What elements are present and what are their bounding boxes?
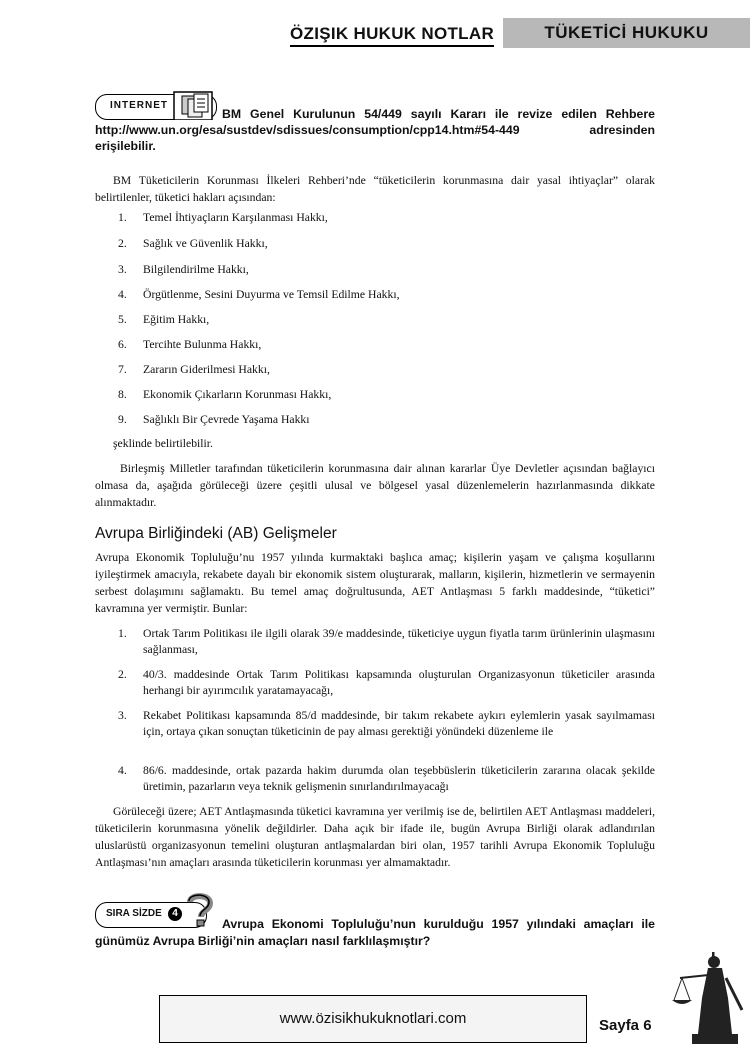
internet-line3: erişilebilir. [95, 139, 156, 153]
un-paragraph: Birleşmiş Milletler tarafından tüketicilerin korunmasına dair alınan kararlar Üye Devletler açısından bağlayıcı olmasa da, aşağıda görüleceği üzere çeşitli ulusal ve bölgesel yasal düzenlemelerin hazırlanmasında dikkate alınmaktadır. [95, 462, 655, 509]
internet-line1: BM Genel Kurulunun 54/449 sayılı Kararı ile revize edilen Rehbere [222, 107, 655, 121]
justice-statue-icon [668, 948, 746, 1048]
header-section: TÜKETİCİ HUKUKU [503, 18, 750, 48]
aet-paragraph: Avrupa Ekonomik Topluluğu’nu 1957 yılında kurmaktaki başlıca amaç; kişilerin yaşam ve çalışma koşullarını iyileştirmek amacıyla, rekabete dayalı bir ekonomik sistem oluşturarak, malların, kişilerin, hizmetlerin ve sermayenin serbest dolaşımını sağlamaktı. Bu temel amaç doğrultusunda, AET Antlaşması 5 farklı maddesinde, “tüketici” kavramına yer vermiştir. Bunlar: [95, 551, 655, 615]
header-title: ÖZIŞIK HUKUK NOTLAR [290, 24, 494, 47]
footer-url[interactable]: www.özisikhukuknotlari.com [159, 995, 587, 1043]
question-line2: günümüz Avrupa Birliği’nin amaçları nasıl farklılaşmıştır? [95, 934, 431, 948]
sira-sizde-number: 4 [168, 907, 182, 921]
intro-paragraph: BM Tüketicilerin Korunması İlkeleri Rehberi’nde “tüketicilerin korunmasına dair yasal ihtiyaçlar” olarak belirtilenler, tüketici hakları açısından: [95, 174, 655, 204]
question-line1: Avrupa Ekonomi Topluluğu’nun kurulduğu 1957 yılındaki amaçları ile [222, 917, 655, 931]
rights-tail: şeklinde belirtilebilir. [113, 437, 213, 450]
internet-icon-label: INTERNET [110, 100, 168, 111]
documents-icon [172, 90, 214, 120]
internet-icon [95, 94, 217, 120]
question-mark-icon [182, 892, 216, 928]
sira-sizde-label: SIRA SİZDE [106, 908, 162, 919]
internet-url[interactable]: http://www.un.org/esa/sustdev/sdissues/consumption/cpp14.htm#54-449 [95, 123, 520, 137]
conclusion-paragraph: Görüleceği üzere; AET Antlaşmasında tüketici kavramına yer verilmiş ise de, belirtilen AET Antlaşması maddeleri, tüketicilerin korunmasına yönelik değildirler. Daha açık bir ifade ile, bugün Avrupa Birliği olarak adlandırılan uluslarüstü organizasyonun temelini oluşturan antlaşmalardan biri olan, 1957 tarihli Avrupa Ekonomik Topluluğu Antlaşması’nın amaçları arasında tüketicilerin korunması yer almamaktadır. [95, 805, 655, 869]
section-title: Avrupa Birliğindeki (AB) Gelişmeler [95, 525, 337, 542]
page-number: Sayfa 6 [599, 1017, 652, 1034]
internet-url-line [95, 122, 655, 138]
internet-line2-end: adresinden [589, 123, 655, 137]
